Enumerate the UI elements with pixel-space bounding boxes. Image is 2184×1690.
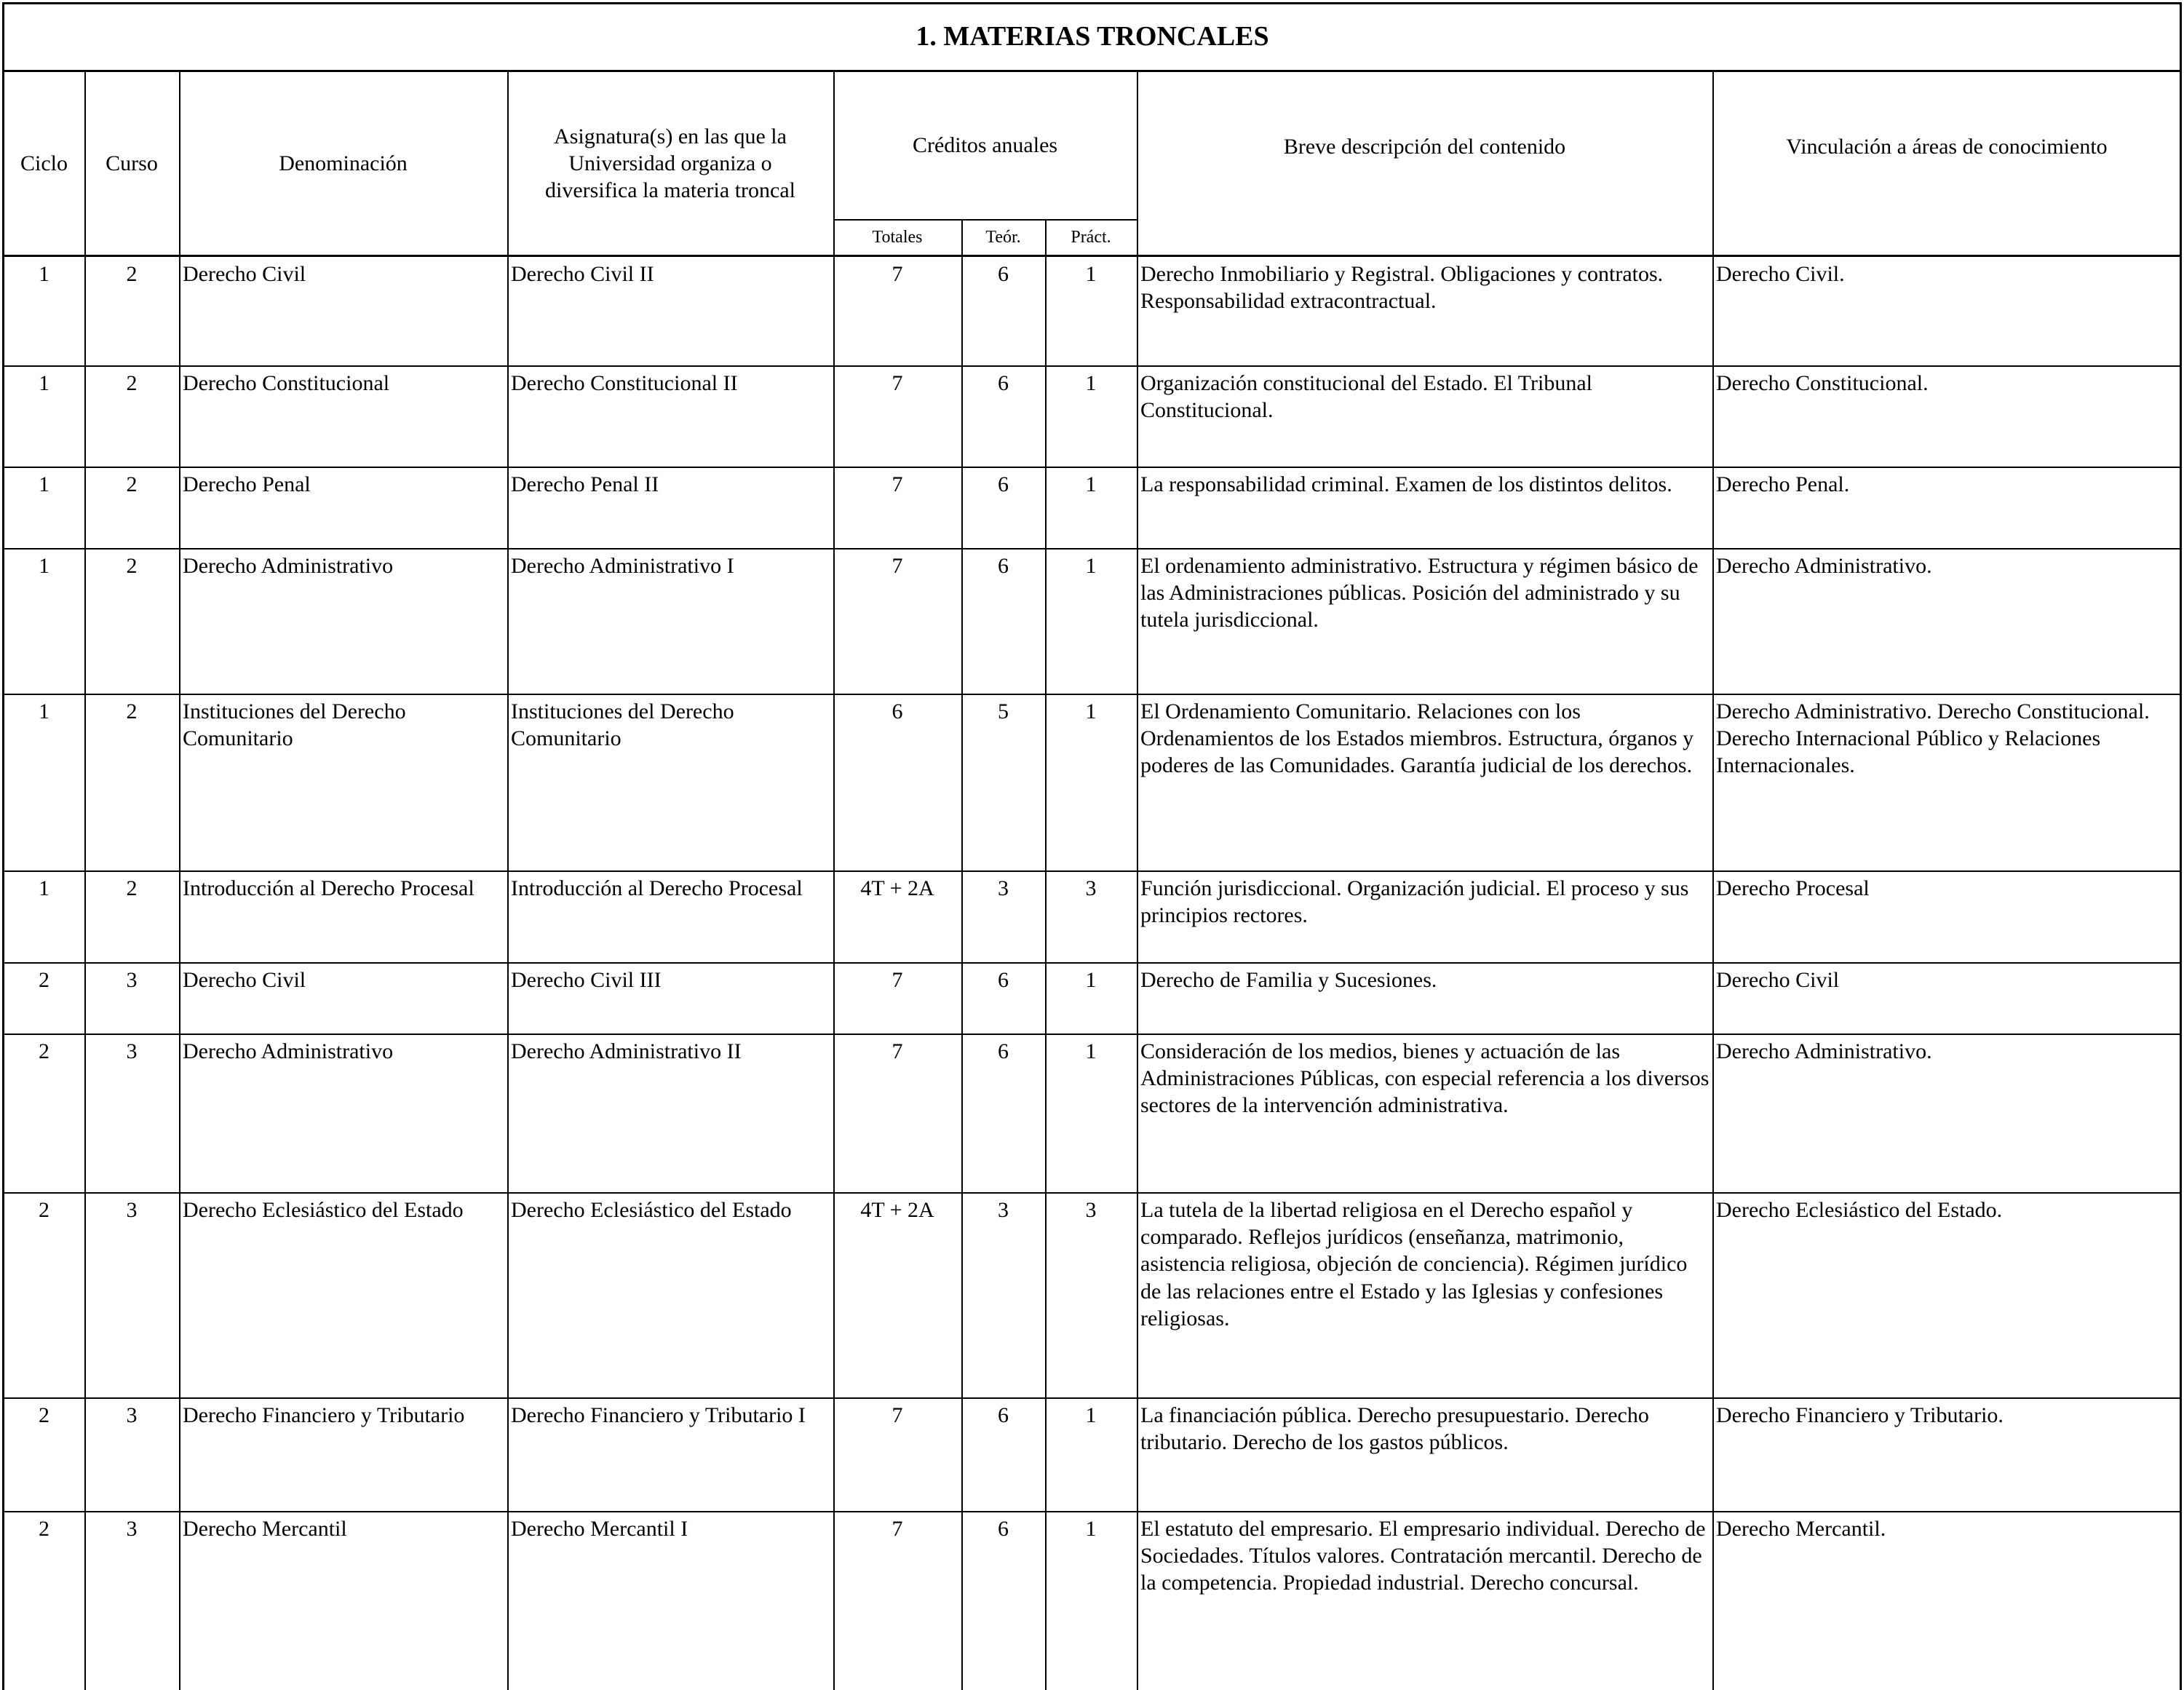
row-9-asignatura: Derecho Eclesiástico del Estado	[511, 1198, 792, 1222]
row-4-asignatura: Derecho Administrativo I	[511, 554, 734, 578]
row-11-descripcion: El estatuto del empresario. El empresario individual. Derecho de Sociedades. Títulos valores. Contratación mercantil. Derecho de la competencia. Propiedad industrial. Derecho concursal.	[1140, 1517, 1706, 1595]
header-curso: Curso	[106, 151, 158, 175]
row-7-teor: 6	[998, 968, 1009, 992]
header-creditos-anuales: Créditos anuales	[912, 132, 1058, 157]
row-4-totales: 7	[892, 554, 903, 578]
row-7-asignatura: Derecho Civil III	[511, 968, 662, 992]
section-title: 1. MATERIAS TRONCALES	[916, 21, 1269, 52]
row-7-pract: 1	[1085, 968, 1097, 992]
row-3-teor: 6	[998, 472, 1009, 496]
row-8-descripcion: Consideración de los medios, bienes y actuación de las Administraciones Públicas, con especial referencia a los diversos sectores de la intervención administrativa.	[1140, 1039, 1710, 1118]
row-2-descripcion: Organización constitucional del Estado. El Tribunal Constitucional.	[1140, 371, 1593, 423]
row-6-totales: 4T + 2A	[860, 876, 934, 900]
row-4-curso: 2	[126, 554, 138, 578]
row-9-vinculacion: Derecho Eclesiástico del Estado.	[1716, 1198, 2003, 1222]
row-2-denominacion: Derecho Constitucional	[183, 371, 390, 395]
row-8-pract: 1	[1085, 1039, 1097, 1063]
header-denominacion: Denominación	[279, 151, 408, 175]
row-2-ciclo: 1	[39, 371, 49, 395]
row-8-ciclo: 2	[39, 1039, 49, 1063]
header-totales: Totales	[872, 228, 923, 247]
row-4-teor: 6	[998, 554, 1009, 578]
row-10-denominacion: Derecho Financiero y Tributario	[183, 1403, 465, 1427]
row-10-pract: 1	[1085, 1403, 1097, 1427]
row-6-denominacion: Introducción al Derecho Procesal	[183, 876, 474, 900]
row-2-curso: 2	[126, 371, 138, 395]
row-5-curso: 2	[126, 699, 138, 723]
header-vinculacion: Vinculación a áreas de conocimiento	[1786, 135, 2108, 159]
row-10-ciclo: 2	[39, 1403, 49, 1427]
row-1-descripcion: Derecho Inmobiliario y Registral. Obligaciones y contratos. Responsabilidad extracontractual.	[1140, 262, 1664, 314]
row-6-curso: 2	[126, 876, 138, 900]
row-4-descripcion: El ordenamiento administrativo. Estructura y régimen básico de las Administraciones públicas. Posición del administrado y su tutela jurisdiccional.	[1140, 554, 1699, 632]
row-11-teor: 6	[998, 1517, 1009, 1541]
row-9-curso: 3	[126, 1198, 138, 1222]
row-5-asignatura: Instituciones del Derecho Comunitario	[511, 699, 734, 751]
row-9-ciclo: 2	[39, 1198, 49, 1222]
row-9-descripcion: La tutela de la libertad religiosa en el Derecho español y comparado. Reflejos jurídicos (enseñanza, matrimonio, asistencia religiosa, objeción de conciencia). Régimen jurídico de las relaciones entre el Estado y las Iglesias y confesiones religiosas.	[1140, 1198, 1688, 1330]
row-8-denominacion: Derecho Administrativo	[183, 1039, 394, 1063]
row-6-vinculacion: Derecho Procesal	[1716, 876, 1870, 900]
row-8-vinculacion: Derecho Administrativo.	[1716, 1039, 1932, 1063]
row-7-denominacion: Derecho Civil	[183, 968, 306, 992]
row-10-vinculacion: Derecho Financiero y Tributario.	[1716, 1403, 2004, 1427]
row-11-vinculacion: Derecho Mercantil.	[1716, 1517, 1886, 1541]
row-5-ciclo: 1	[39, 699, 49, 723]
row-3-totales: 7	[892, 472, 903, 496]
row-5-totales: 6	[892, 699, 903, 723]
row-10-descripcion: La financiación pública. Derecho presupuestario. Derecho tributario. Derecho de los gastos públicos.	[1140, 1403, 1649, 1455]
row-10-asignatura: Derecho Financiero y Tributario I	[511, 1403, 806, 1427]
header-pract: Práct.	[1071, 228, 1111, 247]
row-8-totales: 7	[892, 1039, 903, 1063]
row-2-pract: 1	[1085, 371, 1097, 395]
row-3-descripcion: La responsabilidad criminal. Examen de los distintos delitos.	[1140, 472, 1672, 496]
row-10-curso: 3	[126, 1403, 138, 1427]
header-descripcion: Breve descripción del contenido	[1283, 135, 1566, 159]
header-ciclo: Ciclo	[20, 151, 68, 175]
row-7-descripcion: Derecho de Familia y Sucesiones.	[1140, 968, 1437, 992]
row-3-vinculacion: Derecho Penal.	[1716, 472, 1850, 496]
row-4-denominacion: Derecho Administrativo	[183, 554, 394, 578]
row-10-totales: 7	[892, 1403, 903, 1427]
row-5-vinculacion: Derecho Administrativo. Derecho Constitucional. Derecho Internacional Público y Relaciones Internacionales.	[1716, 699, 2150, 778]
header-teor: Teór.	[985, 228, 1021, 247]
row-5-denominacion: Instituciones del Derecho Comunitario	[183, 699, 406, 751]
row-1-teor: 6	[998, 262, 1009, 286]
row-1-asignatura: Derecho Civil II	[511, 262, 654, 286]
row-3-curso: 2	[126, 472, 138, 496]
row-5-teor: 5	[998, 699, 1009, 723]
row-1-curso: 2	[126, 262, 138, 286]
row-8-curso: 3	[126, 1039, 138, 1063]
row-2-teor: 6	[998, 371, 1009, 395]
row-1-pract: 1	[1085, 262, 1097, 286]
row-10-teor: 6	[998, 1403, 1009, 1427]
row-7-vinculacion: Derecho Civil	[1716, 968, 1840, 992]
row-11-ciclo: 2	[39, 1517, 49, 1541]
row-11-pract: 1	[1085, 1517, 1097, 1541]
row-11-denominacion: Derecho Mercantil	[183, 1517, 347, 1541]
row-3-ciclo: 1	[39, 472, 49, 496]
row-4-pract: 1	[1085, 554, 1097, 578]
row-4-vinculacion: Derecho Administrativo.	[1716, 554, 1932, 578]
row-6-descripcion: Función jurisdiccional. Organización judicial. El proceso y sus principios rectores.	[1140, 876, 1689, 928]
row-8-asignatura: Derecho Administrativo II	[511, 1039, 742, 1063]
row-2-vinculacion: Derecho Constitucional.	[1716, 371, 1929, 395]
row-7-curso: 3	[126, 968, 138, 992]
row-5-descripcion: El Ordenamiento Comunitario. Relaciones con los Ordenamientos de los Estados miembros. Estructura, órganos y poderes de las Comunidades. Garantía judicial de los derechos.	[1140, 699, 1694, 778]
row-11-asignatura: Derecho Mercantil I	[511, 1517, 688, 1541]
row-4-ciclo: 1	[39, 554, 49, 578]
row-6-teor: 3	[998, 876, 1009, 900]
row-6-asignatura: Introducción al Derecho Procesal	[511, 876, 803, 900]
row-7-totales: 7	[892, 968, 903, 992]
row-9-pract: 3	[1085, 1198, 1097, 1222]
row-3-pract: 1	[1085, 472, 1097, 496]
row-5-pract: 1	[1085, 699, 1097, 723]
row-6-ciclo: 1	[39, 876, 49, 900]
row-3-denominacion: Derecho Penal	[183, 472, 311, 496]
row-6-pract: 3	[1085, 876, 1097, 900]
row-8-teor: 6	[998, 1039, 1009, 1063]
row-2-totales: 7	[892, 371, 903, 395]
row-11-totales: 7	[892, 1517, 903, 1541]
row-9-totales: 4T + 2A	[860, 1198, 934, 1222]
row-3-asignatura: Derecho Penal II	[511, 472, 659, 496]
row-1-vinculacion: Derecho Civil.	[1716, 262, 1845, 286]
row-9-denominacion: Derecho Eclesiástico del Estado	[183, 1198, 464, 1222]
row-1-denominacion: Derecho Civil	[183, 262, 306, 286]
row-7-ciclo: 2	[39, 968, 49, 992]
row-1-ciclo: 1	[39, 262, 49, 286]
header-asignaturas: Asignatura(s) en las que la Universidad organiza o diversifica la materia troncal	[545, 124, 795, 203]
row-1-totales: 7	[892, 262, 903, 286]
row-2-asignatura: Derecho Constitucional II	[511, 371, 738, 395]
row-11-curso: 3	[126, 1517, 138, 1541]
row-9-teor: 3	[998, 1198, 1009, 1222]
